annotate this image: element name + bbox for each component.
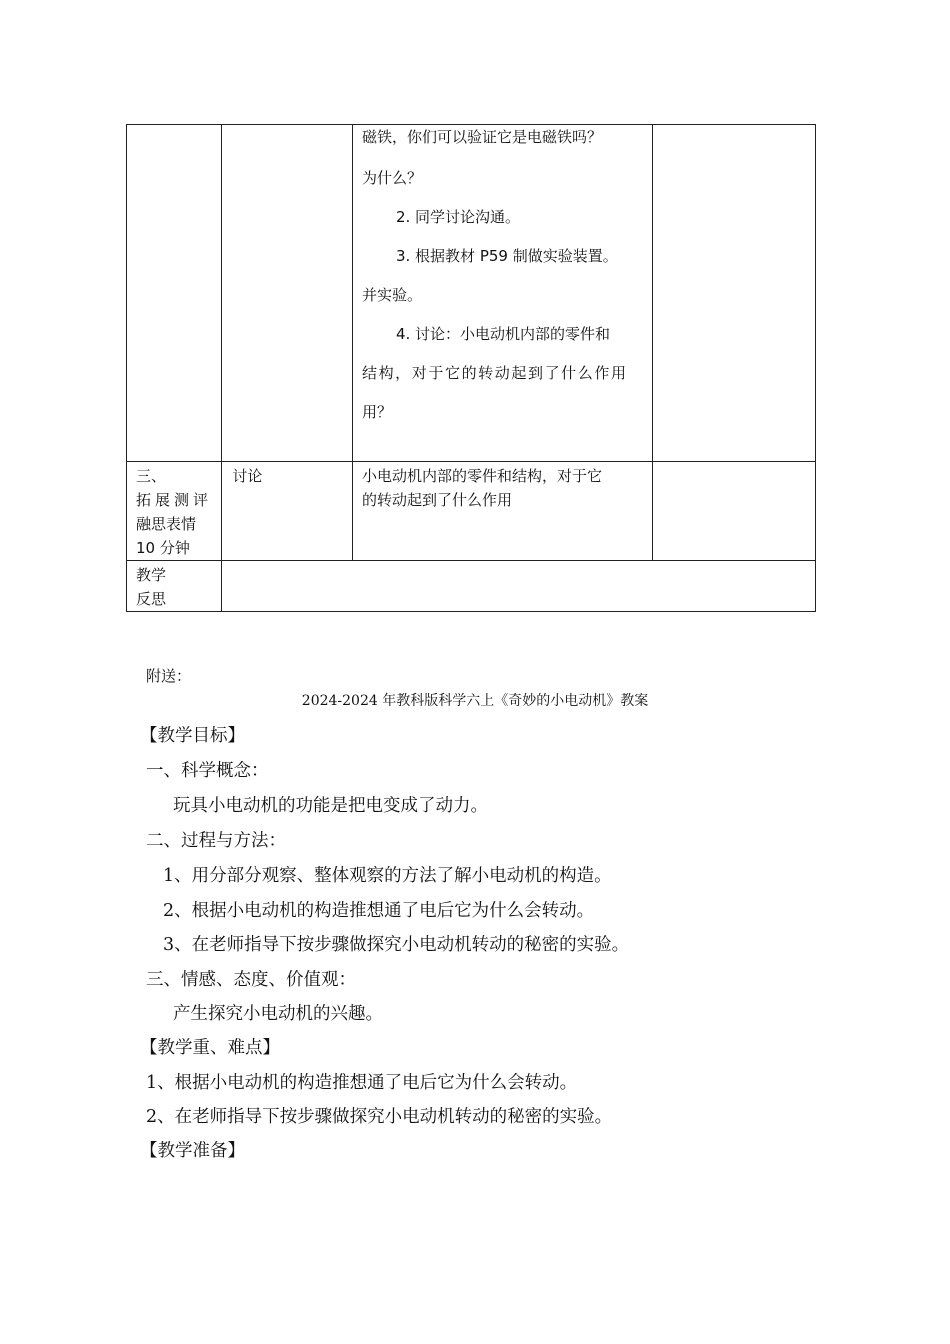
reflection-label: 反思	[136, 590, 167, 608]
list-item: 1、用分部分观察、整体观察的方法了解小电动机的构造。	[163, 866, 612, 886]
activity-cell-empty	[222, 125, 353, 462]
reflection-label: 教学	[136, 566, 167, 584]
table-row	[127, 561, 816, 612]
stage-title: 拓展测评	[136, 491, 213, 509]
paragraph: 产生探究小电动机的兴趣。	[173, 1004, 383, 1024]
section-heading: 【教学准备】	[140, 1141, 245, 1161]
content-cell	[352, 125, 652, 462]
content-line: 磁铁，你们可以验证它是电磁铁吗？	[361, 128, 602, 146]
lesson-table	[126, 124, 816, 612]
stage-title: 融思表情	[136, 515, 197, 533]
list-item: 2、在老师指导下按步骤做探究小电动机转动的秘密的实验。	[146, 1107, 613, 1127]
stage-number: 三、	[136, 467, 167, 485]
content-line: 的转动起到了什么作用	[361, 491, 512, 509]
section-heading: 【教学目标】	[140, 726, 245, 746]
activity-cell	[222, 462, 353, 561]
list-item: 3、在老师指导下按步骤做探究小电动机转动的秘密的实验。	[163, 935, 630, 955]
paragraph: 玩具小电动机的功能是把电变成了动力。	[173, 796, 488, 816]
reflection-label-cell	[127, 561, 222, 612]
content-cell	[352, 462, 652, 561]
list-item: 2、根据小电动机的构造推想通了电后它为什么会转动。	[163, 901, 595, 921]
content-line: 结构，对于它的转动起到了什么作用	[361, 364, 628, 382]
content-line: 并实验。	[361, 286, 422, 304]
stage-cell	[127, 462, 222, 561]
subsection-heading: 三、情感、态度、价值观：	[146, 970, 356, 990]
reflection-cell-empty	[222, 561, 816, 612]
notes-cell-empty	[653, 462, 816, 561]
subsection-heading: 二、过程与方法：	[146, 831, 286, 851]
stage-duration: 10 分钟	[136, 539, 190, 557]
subsection-heading: 一、科学概念：	[146, 761, 269, 781]
content-line: 4. 讨论：小电动机内部的零件和	[395, 325, 611, 343]
list-item: 1、根据小电动机的构造推想通了电后它为什么会转动。	[146, 1073, 578, 1093]
content-line: 用？	[361, 403, 392, 421]
activity-text: 讨论	[232, 467, 263, 485]
table-row	[127, 125, 816, 462]
appendix-label: 附送：	[146, 667, 192, 685]
section-heading: 【教学重、难点】	[140, 1038, 280, 1058]
stage-cell-empty	[127, 125, 222, 462]
content-line: 小电动机内部的零件和结构，对于它	[361, 467, 602, 485]
notes-cell-empty	[653, 125, 816, 462]
lesson-plan-title: 2024-2024 年教科版科学六上《奇妙的小电动机》教案	[301, 693, 649, 709]
table-row	[127, 462, 816, 561]
content-line: 3. 根据教材 P59 制做实验装置。	[395, 247, 618, 265]
content-line: 为什么？	[361, 169, 422, 187]
content-line: 2. 同学讨论沟通。	[395, 208, 521, 226]
